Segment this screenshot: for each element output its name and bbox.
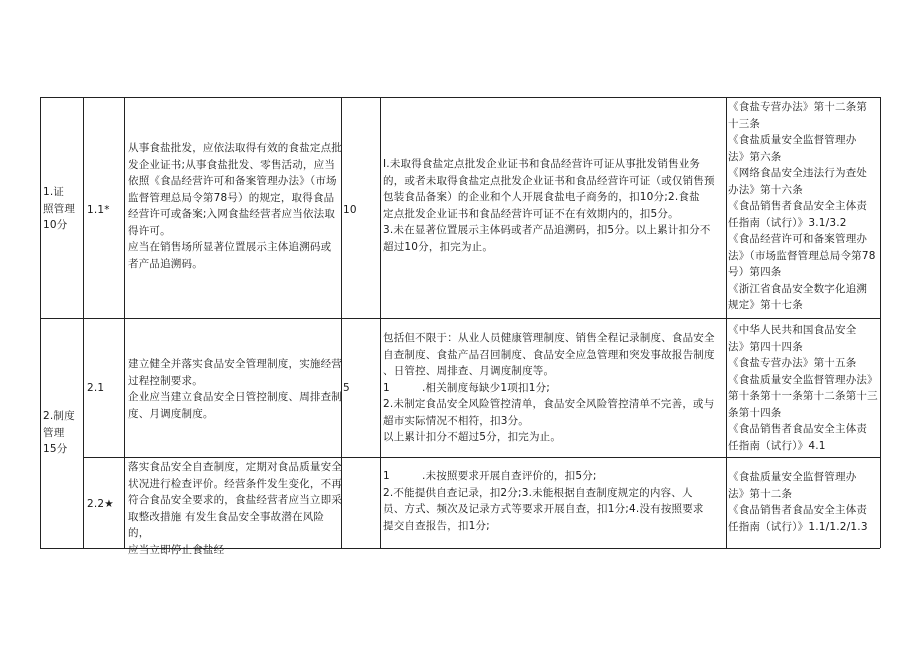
code-cell: 2.2★ xyxy=(87,498,114,510)
row-divider-2 xyxy=(83,457,880,458)
table-border-top xyxy=(40,97,880,98)
basis-cell: 《食盐专营办法》第十二条第 十三条 《食盐质量安全监督管理办 法》第六条 《网络食品安全违法行为查处 办法》第十六条 《食品销售者食品安全主体责 任指南（试行）》3.1/3.2 《食品经营许可和备案管理办 法》（市场监督管理总局令第78 号）第四条 《浙江省食品安全数字化追溯 规定》第十七条 xyxy=(728,101,876,311)
col-line-5 xyxy=(726,97,727,548)
col-line-1 xyxy=(83,97,84,548)
code-cell: 2.1 xyxy=(87,382,105,394)
col-line-4 xyxy=(380,97,381,548)
col-line-2 xyxy=(124,97,125,548)
category-cell: 2.制度 管理 15分 xyxy=(43,410,75,455)
score-cell: 10 xyxy=(343,204,357,216)
deduction-cell: 包括但不限于：从业人员健康管理制度、销售全程记录制度、食品安全 自查制度、食盐产品召回制度、食品安全应急管理和突发事故报告制度 、日管控、周排查、月调度制度等。 1 .相关制度每缺少1项扣1分; 2.未制定食品安全风险管控清单，食品安全风险管控清单不完善，或与 超市实际情况不相符，扣3分。 以上累计扣分不超过5分，扣完为止。 xyxy=(383,332,715,443)
basis-cell: 《食盐质量安全监督管理办 法》第十二条 《食品销售者食品安全主体责 任指南（试行）》1.1/1.2/1.3 xyxy=(728,471,868,533)
deduction-cell: I.未取得食盐定点批发企业证书和食品经营许可证从事批发销售业务 的，或者未取得食盐定点批发企业证书和食品经营许可证（或仅销售预 包装食品备案）的企业和个人开展食盐电子商务的，扣10分;2.食盐 定点批发企业证书和食品经营许可证不在有效期内的，扣5分。 3.未在显著位置展示主体码或者产品追溯码，扣5分。以上累计扣分不 超过10分，扣完为止。 xyxy=(383,158,715,253)
requirement-cell: 从事食盐批发，应依法取得有效的食盐定点批 发企业证书;从事食盐批发、零售活动，应当 依照《食品经营许可和备案管理办法》（市场 监督管理总局令第78号）的规定，取得食品 经营许可或备案;入网食盐经营者应当依法取 得许可。 应当在销售场所显著位置展示主体追溯码或 者产品追溯码。 xyxy=(128,142,342,270)
row-divider-1 xyxy=(40,318,880,319)
deduction-cell: 1 .未按照要求开展自查评价的，扣5分; 2.不能提供自查记录，扣2分;3.未能根据自查制度规定的内容、人 员、方式、频次及记录方式等要求开展自查，扣1分;4.没有按照要求 提交自查报告，扣1分; xyxy=(383,470,704,532)
col-line-0 xyxy=(40,97,41,548)
category-cell: 1.证 照管理 10分 xyxy=(43,186,76,231)
basis-cell: 《中华人民共和国食品安全 法》第四十四条 《食盐专营办法》第十五条 《食盐质量安全监督管理办法》 第十条第十一条第十二条第十三 条第十四条 《食品销售者食品安全主体责 任指南（试行）》4.1 xyxy=(728,324,878,452)
score-cell: 5 xyxy=(343,382,350,394)
col-line-6 xyxy=(880,97,881,548)
requirement-cell: 落实食品安全自查制度，定期对食品质量安全 状况进行检查评价。经营条件发生变化，不再 符合食品安全要求的，食盐经营者应当立即采 取整改措施 有发生食品安全事故潜在风险的， 应当立即停止食盐经 xyxy=(128,461,342,556)
code-cell: 1.1* xyxy=(87,204,110,216)
requirement-cell: 建立健全并落实食品安全管理制度，实施经营 过程控制要求。 企业应当建立食品安全日管控制度、周排查制 度、月调度制度。 xyxy=(128,358,342,420)
